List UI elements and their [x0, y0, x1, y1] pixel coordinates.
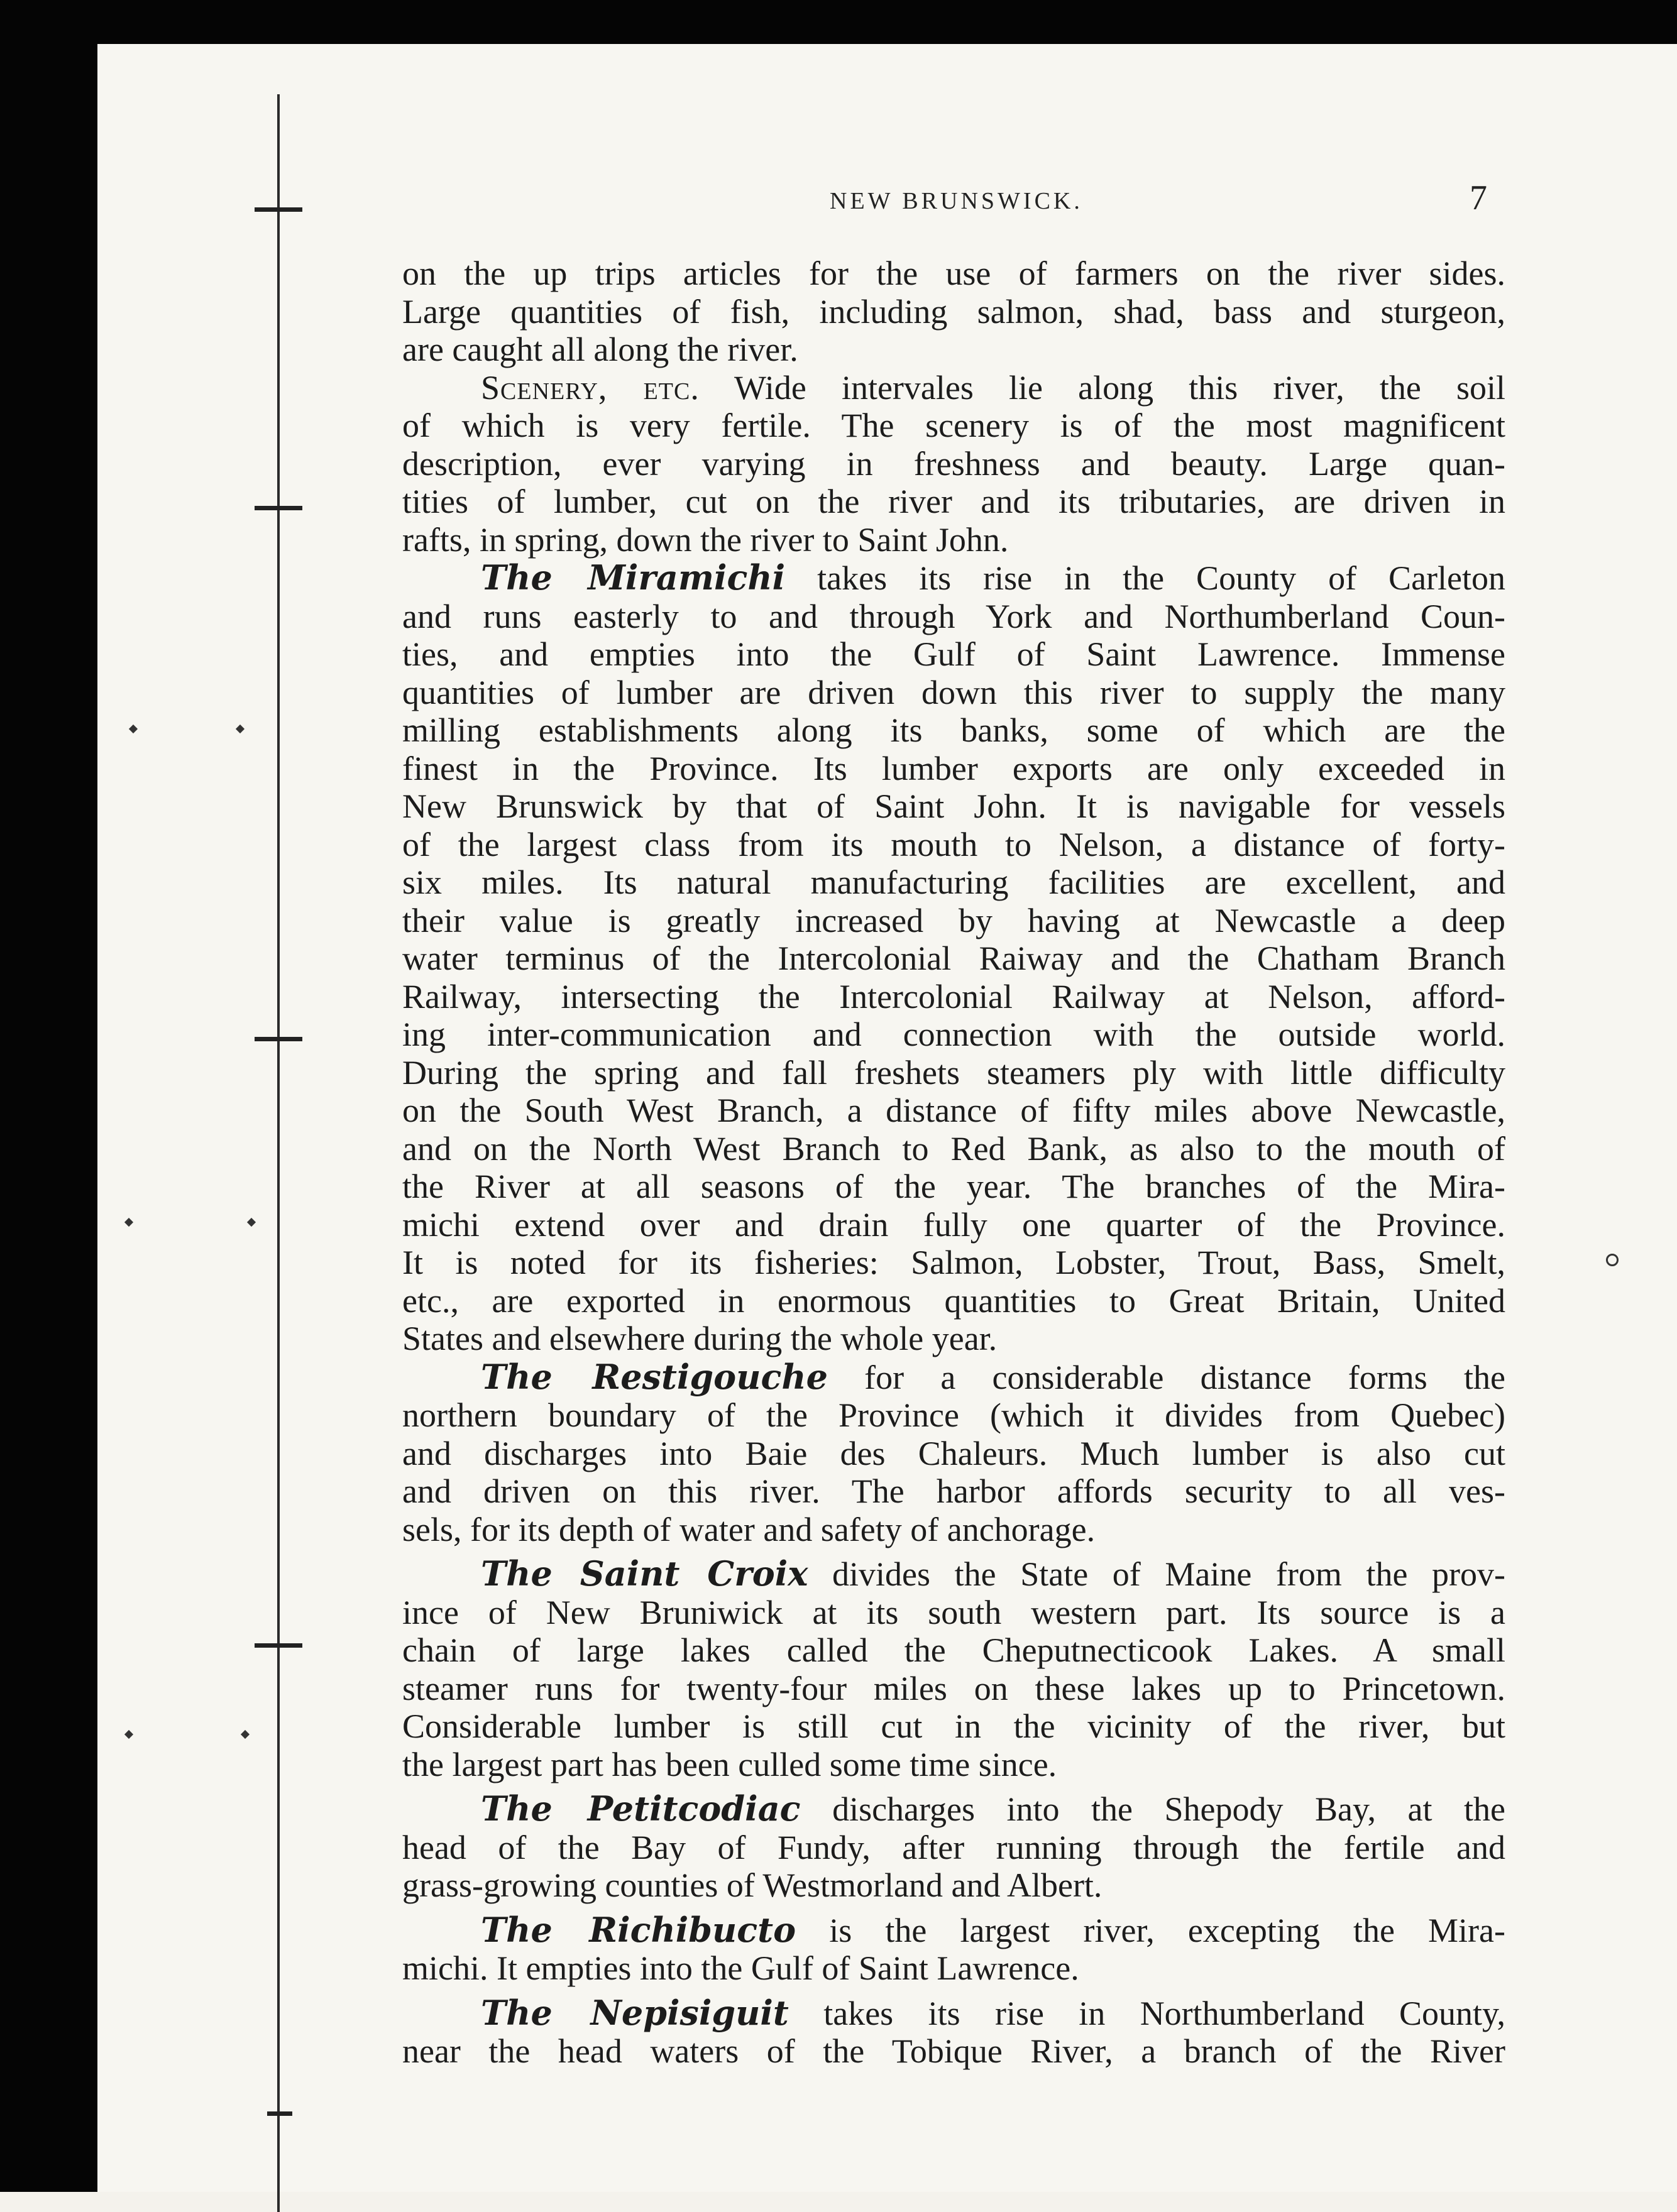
scan-border-left [0, 0, 97, 2192]
paragraph-saint-croix [402, 1555, 1505, 1783]
river-name: The Miramichi [481, 557, 786, 598]
text-line: and runs easterly to and through York and Northumberland Coun- [402, 597, 1505, 635]
paragraph-petitcodiac [402, 1790, 1505, 1905]
text-line: of which is very fertile. The scenery is of the most magnificent [402, 407, 1505, 444]
text-line: finest in the Province. Its lumber exports are only exceeded in [402, 749, 1505, 787]
river-name: The Nepisiguit [481, 1992, 789, 2033]
text-line [402, 1911, 1505, 1950]
paragraph-scenery [402, 369, 1505, 559]
river-name: The Restigouche [481, 1356, 828, 1397]
text-line: milling establishments along its banks, some of which are the [402, 711, 1505, 749]
text-line [402, 1358, 1505, 1397]
binding-hole-mark [247, 1218, 256, 1227]
text-line [402, 1994, 1505, 2033]
text-line: the largest part has been culled some time since. [402, 1745, 1057, 1783]
scan-border-top [0, 0, 1677, 44]
binding-stitch [255, 1037, 302, 1041]
paragraph-restigouche [402, 1358, 1505, 1549]
text-line: quantities of lumber are driven down this river to supply the many [402, 673, 1505, 711]
paragraph-nepisiguit [402, 1994, 1505, 2071]
river-name: The Saint Croix [481, 1553, 808, 1594]
section-lead: Scenery, etc. [481, 368, 700, 407]
text-line: sels, for its depth of water and safety of anchorage. [402, 1510, 1096, 1548]
running-head: NEW BRUNSWICK. [830, 188, 1083, 214]
text-line: the River at all seasons of the year. The branches of the Mira- [402, 1168, 1505, 1205]
binding-hole-mark [236, 725, 245, 733]
text-run: is the largest river, excepting the Mira- [796, 1911, 1505, 1949]
text-line: ince of New Bruniwick at its south western part. Its source is a [402, 1593, 1505, 1631]
text-line: chain of large lakes called the Cheputnecticook Lakes. A small [402, 1631, 1505, 1669]
binding-hole-mark [124, 1218, 133, 1227]
text-line: northern boundary of the Province (which it divides from Quebec) [402, 1396, 1505, 1434]
text-line: are caught all along the river. [402, 331, 798, 368]
text-line: steamer runs for twenty-four miles on these lakes up to Princetown. [402, 1669, 1505, 1707]
text-line [402, 1790, 1505, 1829]
binding-stitch [255, 1643, 302, 1648]
text-line: During the spring and fall freshets steamers ply with little difficulty [402, 1053, 1505, 1092]
binding-hole-mark [129, 725, 138, 733]
text-line [402, 559, 1505, 598]
text-line: six miles. Its natural manufacturing facilities are excellent, and [402, 863, 1505, 901]
paragraph [402, 255, 1505, 369]
text-run: divides the State of Maine from the prov- [808, 1555, 1505, 1593]
ink-speck [1606, 1254, 1619, 1266]
text-line: and driven on this river. The harbor affords security to all ves- [402, 1472, 1505, 1510]
text-line: their value is greatly increased by having at Newcastle a deep [402, 901, 1505, 939]
river-name: The Petitcodiac [481, 1788, 801, 1829]
text-run: takes its rise in the County of Carleton [785, 559, 1505, 597]
text-line: New Brunswick by that of Saint John. It is navigable for vessels [402, 787, 1505, 825]
paragraph-miramichi [402, 559, 1505, 1358]
text-line: on the up trips articles for the use of farmers on the river sides. [402, 255, 1505, 292]
text-line: and discharges into Baie des Chaleurs. Much lumber is also cut [402, 1434, 1505, 1472]
text-line: Large quantities of fish, including salmon, shad, bass and sturgeon, [402, 292, 1505, 331]
page-number: 7 [1470, 178, 1487, 217]
text-line [402, 1555, 1505, 1594]
text-run: takes its rise in Northumberland County, [788, 1994, 1505, 2032]
river-name: The Richibucto [481, 1909, 796, 1950]
text-run: discharges into the Shepody Bay, at the [800, 1790, 1505, 1828]
text-line: It is noted for its fisheries: Salmon, Lobster, Trout, Bass, Smelt, [402, 1244, 1505, 1281]
text-line: water terminus of the Intercolonial Raiway and the Chatham Branch [402, 939, 1505, 977]
text-line: of the largest class from its mouth to Nelson, a distance of forty- [402, 825, 1505, 863]
body-text [402, 255, 1505, 2071]
text-line: tities of lumber, cut on the river and its tributaries, are driven in [402, 483, 1505, 520]
paragraph-richibucto [402, 1911, 1505, 1988]
text-line: near the head waters of the Tobique River, a branch of the River [402, 2032, 1505, 2070]
text-line: rafts, in spring, down the river to Saint John. [402, 520, 1009, 559]
binding-stitch [255, 207, 302, 212]
binding-stitch [255, 506, 302, 510]
text-line: head of the Bay of Fundy, after running through the fertile and [402, 1828, 1505, 1866]
text-line: ties, and empties into the Gulf of Saint Lawrence. Immense [402, 635, 1505, 673]
text-line: grass-growing counties of Westmorland and Albert. [402, 1866, 1102, 1904]
text-line: States and elsewhere during the whole year. [402, 1320, 998, 1357]
text-line: description, ever varying in freshness and beauty. Large quan- [402, 444, 1505, 483]
text-line: Considerable lumber is still cut in the vicinity of the river, but [402, 1707, 1505, 1745]
binding-stitch [267, 2111, 292, 2116]
text-run: Wide intervales lie along this river, the soil [699, 368, 1505, 407]
text-line: on the South West Branch, a distance of fifty miles above Newcastle, [402, 1092, 1505, 1129]
text-run: for a considerable distance forms the [827, 1358, 1505, 1396]
text-line: ing inter-communication and connection with the outside world. [402, 1016, 1505, 1053]
binding-hole-mark [124, 1730, 133, 1739]
text-line: michi extend over and drain fully one quarter of the Province. [402, 1205, 1505, 1244]
text-line: and on the North West Branch to Red Bank, as also to the mouth of [402, 1129, 1505, 1168]
text-line: michi. It empties into the Gulf of Saint Lawrence. [402, 1949, 1079, 1987]
text-line [402, 369, 1505, 407]
text-line: etc., are exported in enormous quantities to Great Britain, United [402, 1281, 1505, 1320]
binding-thread [277, 94, 280, 2212]
binding-hole-mark [241, 1730, 250, 1739]
text-line: Railway, intersecting the Intercolonial Railway at Nelson, afford- [402, 977, 1505, 1016]
